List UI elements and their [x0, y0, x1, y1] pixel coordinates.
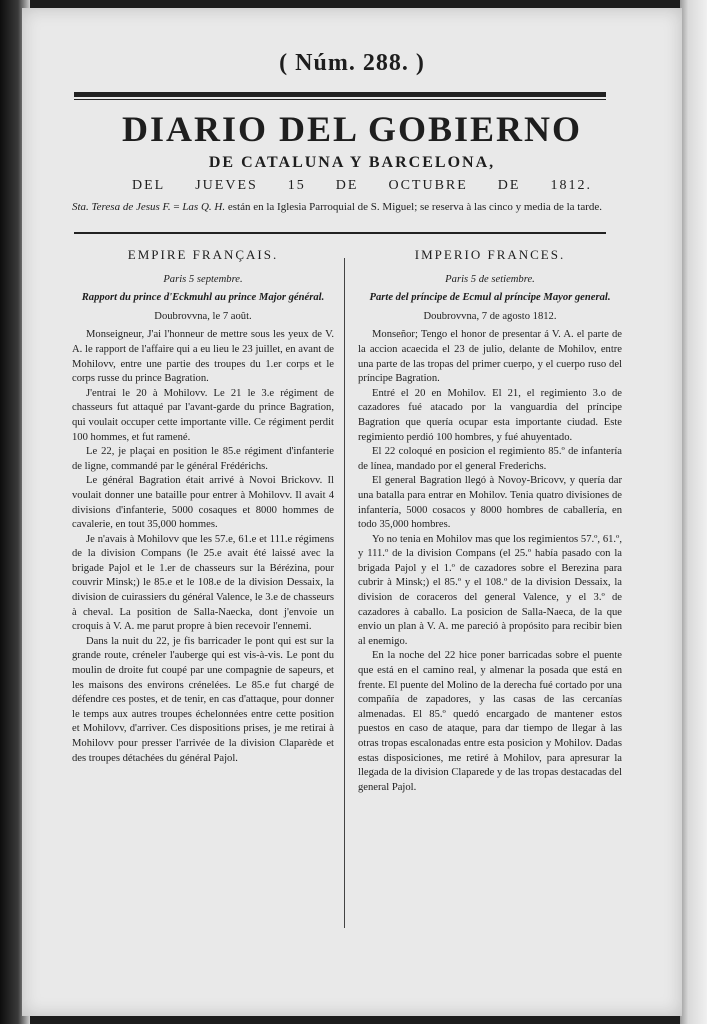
notice-dash: =: [170, 201, 183, 213]
notice-text-b: están en la Iglesia Parroquial de S. Miguel; se reserva à las cinco y media de la tarde.: [225, 201, 603, 213]
column-heading: EMPIRE FRANÇAIS.: [127, 247, 279, 262]
dateline-de1: DE: [335, 178, 359, 193]
religious-notice: [72, 200, 637, 214]
article-dateline: Doubrovvna, le 7 août.: [154, 310, 252, 322]
article-paragraph: Monseñor; Tengo el honor de presentar á V. A. el parte de la accion acaecida el 23 de julio, delante de Mohilov, entre una parte de las tropas del primer cuerpo, y el cuerpo ruso del príncipe Bagration.: [358, 329, 622, 385]
article-dateline: Doubrovvna, 7 de agosto 1812.: [423, 310, 557, 322]
dateline-year: 1812.: [550, 178, 592, 193]
issue-number: ( Núm. 288. ): [279, 50, 425, 76]
article-paragraph: El 22 coloqué en posicion el regimiento 85.º de infantería de línea, mandado por el general Frederichs.: [358, 446, 622, 472]
article-paragraph: Le général Bagration était arrivé à Novoi Brickovv. Il voulait donner une bataille pour entrer à Mohilovv. Il avait 4 divisions d'infanterie, 5000 cosaques et 8000 hommes de cavalerie, en tout 35,000 hommes.: [72, 475, 334, 531]
notice-text-a: Las: [182, 201, 201, 213]
article-report-title: Parte del príncipe de Ecmul al príncipe Mayor general.: [369, 292, 611, 304]
column-heading: IMPERIO FRANCES.: [414, 247, 566, 262]
header-rule-thin: [74, 99, 606, 100]
article-paragraph: Je n'avais à Mohilovv que les 57.e, 61.e et 111.e régimens de la division Compans (le 25.e avait été laissé avec la brigade Pajol et le 1.er de chasseurs sur la Bérézina, pour couvrir Minsk;) le 85.e et le 108.e de la division Dessaix, la division de cuirassiers du général Valence, le 3.e de chasseurs à cheval. La position de Salla-Naecka, dont j'envoie un croquis à V. A. me parut propre à bien recevoir l'ennemi.: [72, 533, 334, 633]
article-report-title: Rapport du prince d'Eckmuhl au prince Major général.: [81, 292, 325, 304]
article-paragraph: Yo no tenia en Mohilov mas que los regimientos 57.º, 61.º, y 111.º de la division Compans (el 25.º había pasado con la brigada Pajol y el 1.º de cazadores sobre el Berezina para cubrir à Minsk;) el 85.º y el 108.º de la division Dessaix, la division de coraceros del general Valence, y el 3.º de cazadores à caballo. La posicion de Salla-Naeca, de la que envio un plan à V. A. me pareció à propósito para recibir bien al enemigo.: [358, 533, 622, 647]
column-spanish: [358, 248, 622, 795]
notice-qh: Q. H.: [200, 201, 226, 213]
article-place-date: Paris 5 de setiembre.: [445, 273, 535, 285]
article-paragraph: J'entrai le 20 à Mohilovv. Le 21 le 3.e régiment de chasseurs fut attaqué par l'avant-garde du prince Bagration, qui voulait occuper cette importante ville. Ce régiment perdit 100 hommes, et fut ramené.: [72, 387, 334, 443]
article-paragraph: Entré el 20 en Mohilov. El 21, el regimiento 3.o de cazadores fué atacado por la vanguardia del príncipe Bagration que quería ocupar esta importante ciudad. Este regimiento perdió 100 hombres, y fué ahuyentado.: [358, 387, 622, 443]
newspaper-page: [22, 8, 682, 1016]
dateline-date: 15: [287, 178, 306, 193]
dateline-prefix: DEL: [132, 178, 166, 193]
article-paragraph: Dans la nuit du 22, je fis barricader le pont qui est sur la grande route, créneler l'auberge qui est vis-à-vis. Le pont du moulin de droite fut coupé par une compagnie de sapeurs, et les maisons des environs crénelées. Le 85.e fut chargé de défendre ces postes, et de tenir, en cas d'attaque, pour donner le temps aux autres troupes échelonnées entre cette position et Mohilovv, d'arriver. Ces dispositions prises, je me retirai à Mohilovv pour presser l'arrivée de la division Claparède et des troupes détachées du général Pajol.: [72, 635, 334, 764]
newspaper-subtitle: DE CATALUNA Y BARCELONA,: [208, 154, 496, 171]
article-paragraph: Le 22, je plaçai en position le 85.e régiment d'infanterie de ligne, commandé par le général Frédérichs.: [72, 446, 334, 472]
article-place-date: Paris 5 septembre.: [163, 273, 243, 285]
header-rule-top: [74, 92, 606, 97]
article-paragraph: En la noche del 22 hice poner barricadas sobre el puente que está en el camino real, y almenar la posada que está en frente. El puente del Molino de la derecha fué cortado por una compañía de zapadores, y las casas de las cercanías almenadas. El 85.º quedó encargado de mantener estos puestos en caso de ataque, para dar tiempo de llegar à las otras tropas escalonadas entre esta posicion y Mohilov. Dadas estas disposiciones, me retiré à Mohilov, para apresurar la llegada de la division Claparede y de las tropas destacadas del general Pajol.: [358, 650, 622, 793]
column-divider: [344, 258, 345, 928]
article-paragraph: El general Bagration llegó à Novoy-Bricovv, y quería dar una batalla para entrar en Mohilov. Tenia quatro divisiones de infantería, 5000 cosacos y 8000 hombres de caballería, en todo 35,000 hombres.: [358, 475, 622, 531]
page-edge: [680, 0, 707, 1024]
newspaper-title: DIARIO DEL GOBIERNO: [121, 109, 583, 149]
dateline-de2: DE: [497, 178, 521, 193]
column-french: [72, 248, 334, 766]
notice-rule: [74, 232, 606, 234]
notice-saint: Sta. Teresa de Jesus F.: [72, 201, 171, 213]
dateline-month: OCTUBRE: [388, 178, 468, 193]
article-paragraph: Monseigneur, J'ai l'honneur de mettre sous les yeux de V. A. le rapport de l'affaire qui a eu lieu le 23 juillet, en avant de Mohilovv, entre une partie des troupes du 1.er corps et le corps russe du prince Bagration.: [72, 329, 334, 385]
issue-dateline: [132, 178, 592, 194]
dateline-day: JUEVES: [195, 178, 258, 193]
